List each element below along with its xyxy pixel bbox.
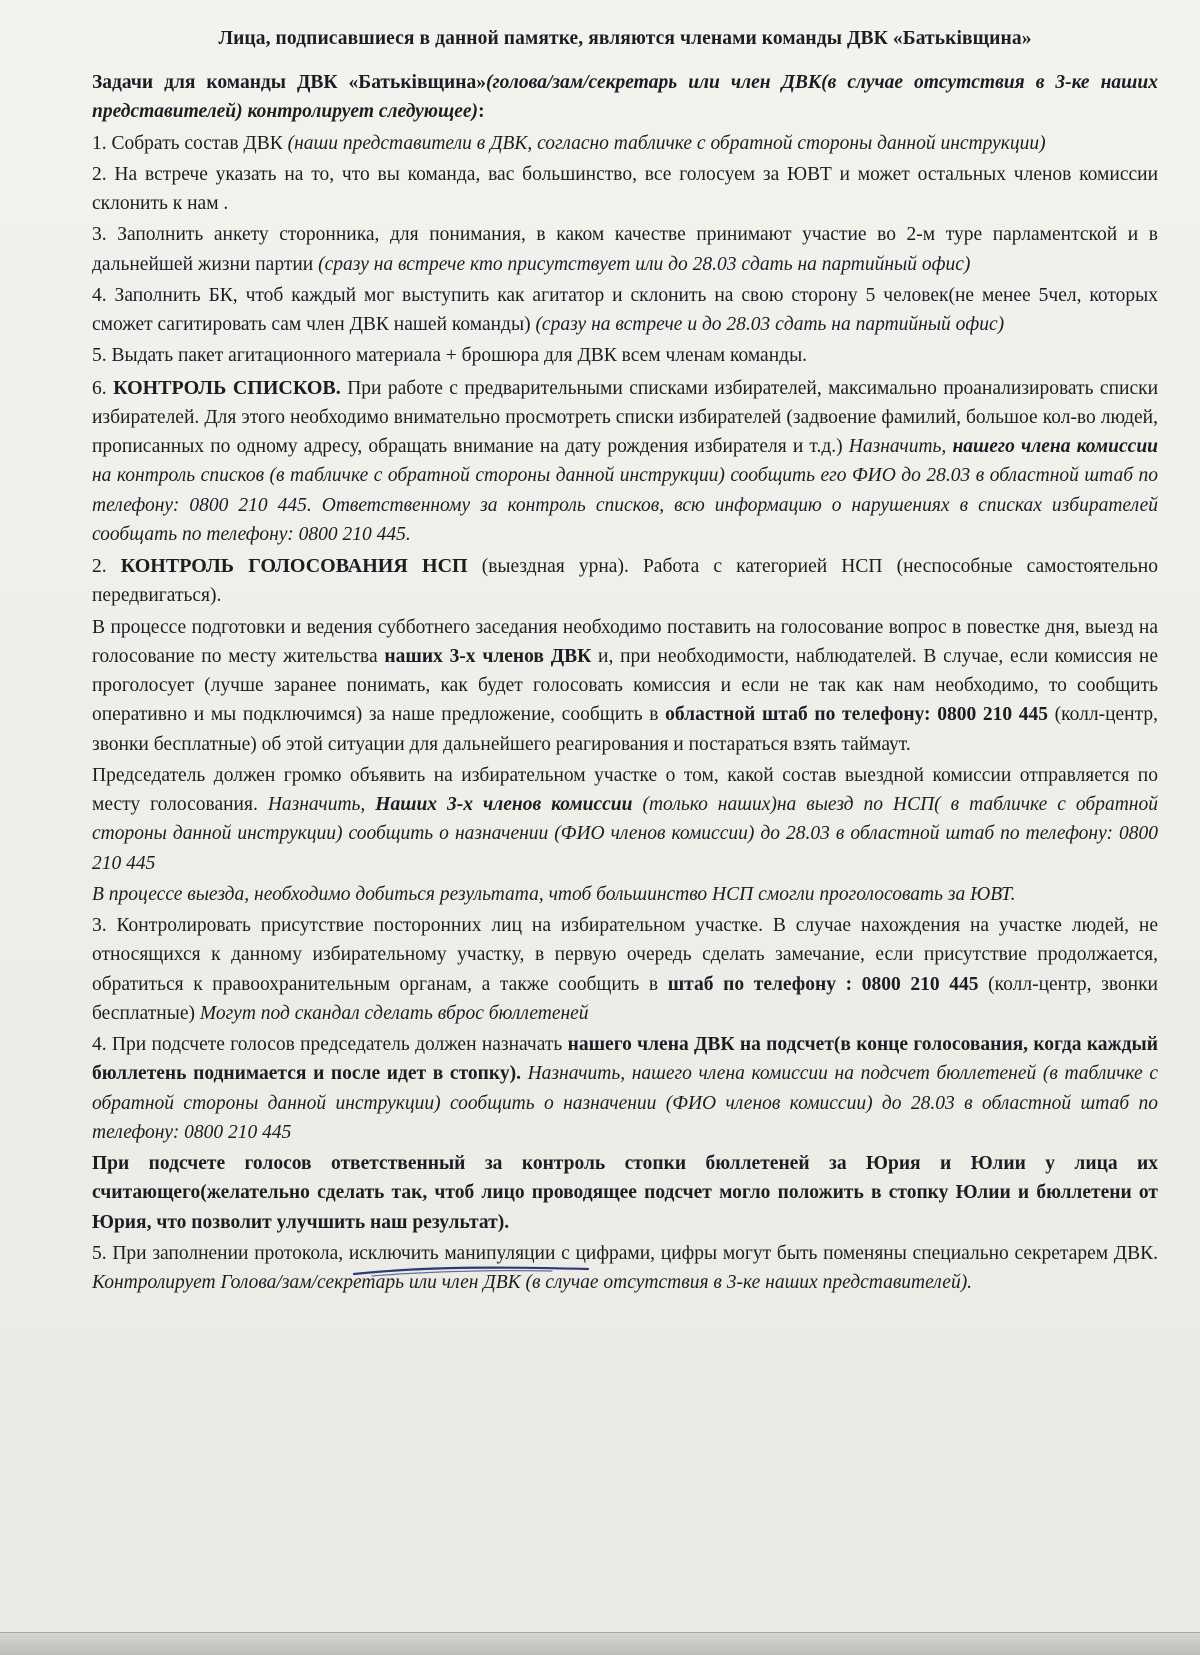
item-7-para2-bold: наших 3-х членов ДВК: [384, 645, 592, 667]
item-2: [92, 160, 1158, 219]
item-10-text: 5. При заполнении протокола, исключить манипуляции с цифрами, цифры могут быть поменяны специально секретарем ДВК.: [92, 1242, 1158, 1264]
item-7-paragraph-3: [92, 761, 1158, 878]
item-9-bold: нашего члена ДВК на подсчет(в конце голосования, когда каждый бюллетень поднимается и после идет в стопку).: [92, 1034, 1158, 1085]
scan-bottom-edge: [0, 1632, 1200, 1655]
document-title: Лица, подписавшиеся в данной памятке, являются членами команды ДВК «Батьківщина»: [218, 28, 1032, 49]
item-8-note: Могут под скандал сделать вброс бюллетеней: [199, 1002, 589, 1024]
item-1: [92, 129, 1158, 158]
item-7-paragraph-4: [92, 880, 1158, 909]
item-10: [92, 1239, 1158, 1298]
item-5: [92, 341, 1158, 370]
item-9-bold-para: При подсчете голосов ответственный за контроль стопки бюллетеней за Юрия и Юлии у лица их считающего(желательно сделать так, чтоб лицо проводящее подсчет могло положить в стопку Юлии и бюллетени от Юрия, что позволит улучшить наш результат).: [92, 1153, 1158, 1233]
item-9-text-a: 4. При подсчете голосов председатель должен назначать: [92, 1034, 568, 1055]
item-7-heading: КОНТРОЛЬ ГОЛОСОВАНИЯ НСП: [120, 555, 468, 577]
item-4-note: (сразу на встрече и до 28.03 сдать на партийный офис): [535, 314, 1005, 335]
item-6-number: 6.: [92, 377, 114, 399]
item-6-note-b: на контроль списков (в табличке с обратной стороны данной инструкции) сообщить его ФИО до 28.03 в областной штаб по телефону: 0800 210 445. Ответственному за контроль списков, всю информацию о нарушениях в списках избирателей сообщать по телефону: 0800 210 445.: [92, 465, 1158, 545]
item-9-bold-paragraph: [92, 1149, 1158, 1237]
item-10-note: Контролирует Голова/зам/секретарь или член ДВК (в случае отсутствия в 3-ке наших представителей).: [92, 1272, 973, 1293]
item-7-para3-bold: Наших 3-х членов комиссии: [375, 794, 633, 815]
item-8-phone: штаб по телефону : 0800 210 445: [667, 973, 979, 995]
item-6-note-bold: нашего члена комиссии: [952, 436, 1159, 457]
item-4-text: 4. Заполнить БК, чтоб каждый мог выступить как агитатор и склонить на свою сторону 5 человек(не менее 5чел, которых сможет сагитировать сам член ДВК нашей команды): [92, 284, 1158, 335]
item-6: [92, 373, 1158, 550]
item-4: [92, 281, 1158, 340]
intro-note: (голова/зам/секретарь или член ДВК(в случае отсутствия в 3-ке наших представителей) контролирует следующее): [92, 72, 1158, 123]
intro-colon: :: [478, 101, 485, 123]
item-6-note-a: Назначить,: [848, 436, 953, 457]
item-1-note: (наши представители в ДВК, согласно табличке с обратной стороны данной инструкции): [287, 132, 1046, 154]
item-7-text-b: Работа с категорией НСП (неспособные самостоятельно передвигаться).: [92, 556, 1158, 607]
item-7-text-a: (выездная урна).: [467, 556, 643, 577]
item-7-para3-i1: Назначить,: [267, 794, 376, 815]
intro-lead: Задачи для команды ДВК «Батьківщина»: [92, 72, 486, 93]
item-8: [92, 911, 1158, 1028]
item-6-heading: КОНТРОЛЬ СПИСКОВ.: [113, 376, 341, 399]
item-7-para2-phone: областной штаб по телефону: 0800 210 445: [665, 704, 1048, 726]
item-7-paragraph-2: [92, 613, 1158, 759]
item-3-note: (сразу на встрече кто присутствует или до 28.03 сдать на партийный офис): [318, 253, 971, 275]
item-7-para4: В процессе выезда, необходимо добиться результата, чтоб большинство НСП смогли проголосовать за ЮВТ.: [92, 883, 1016, 905]
item-7-para3-i2: (только наших)на выезд по НСП( в табличке с обратной стороны данной инструкции) сообщить о назначении (ФИО членов комиссии) до 28.03 в областной штаб по телефону: 0800 210 445: [92, 794, 1158, 874]
item-2-text: 2. На встрече указать на то, что вы команда, вас большинство, все голосуем за ЮВТ и может остальных членов комиссии склонить к нам .: [92, 163, 1158, 214]
item-1-text: 1. Собрать состав ДВК: [92, 132, 288, 154]
item-5-text: 5. Выдать пакет агитационного материала + брошюра для ДВК всем членам команды.: [92, 345, 808, 367]
item-7-para3-a: Председатель должен громко объявить на избирательном участке о том, какой состав выездной комиссии отправляется по месту голосования.: [92, 764, 1158, 815]
item-6-text: При работе с предварительными списками избирателей, максимально проанализировать списки избирателей. Для этого необходимо внимательно просмотреть списки избирателей (задвоение фамилий, большое кол-во людей, прописанных по одному адресу, обращать внимание на дату рождения избирателя и т.д.): [92, 377, 1159, 457]
item-8-text-a: 3. Контролировать присутствие посторонних лиц на избирательном участке. В случае нахождения на участке людей, не относящихся к данному избирательному участку, в первую очередь сделать замечание, если присутствие продолжается, обратиться к правоохранительным органам, а также сообщить в: [92, 915, 1158, 995]
item-7-para2-a: В процессе подготовки и ведения субботнего заседания необходимо поставить на голосование вопрос в повестке дня, выезд на голосование по месту жительства: [92, 616, 1158, 667]
item-7-para2-b: и, при необходимости, наблюдателей. В случае, если комиссия не проголосует (лучше заранее понимать, как будет голосовать комиссия и если не так как нам необходимо, то сообщить оперативно и мы подключимся) за наше предложение, сообщить в: [92, 645, 1158, 726]
item-8-text-b: (колл-центр, звонки бесплатные): [92, 973, 1158, 1024]
item-7-number: 2.: [92, 556, 121, 577]
item-7: [92, 551, 1158, 611]
item-9: [92, 1030, 1158, 1147]
intro-paragraph: [92, 68, 1158, 127]
item-7-para2-c: (колл-центр, звонки бесплатные) об этой ситуации для дальнейшего реагирования и постараться взять таймаут.: [92, 704, 1158, 755]
item-9-note: Назначить, нашего члена комиссии на подсчет бюллетеней (в табличке с обратной стороны данной инструкции) сообщить о назначении (ФИО членов комиссии) до 28.03 в областной штаб по телефону: 0800 210 445: [92, 1063, 1158, 1143]
item-3-text: 3. Заполнить анкету сторонника, для понимания, в каком качестве принимают участие во 2-м туре парламентской и в дальнейшей жизни партии: [92, 224, 1158, 275]
document-body: [92, 68, 1158, 1297]
item-3: [92, 220, 1158, 279]
